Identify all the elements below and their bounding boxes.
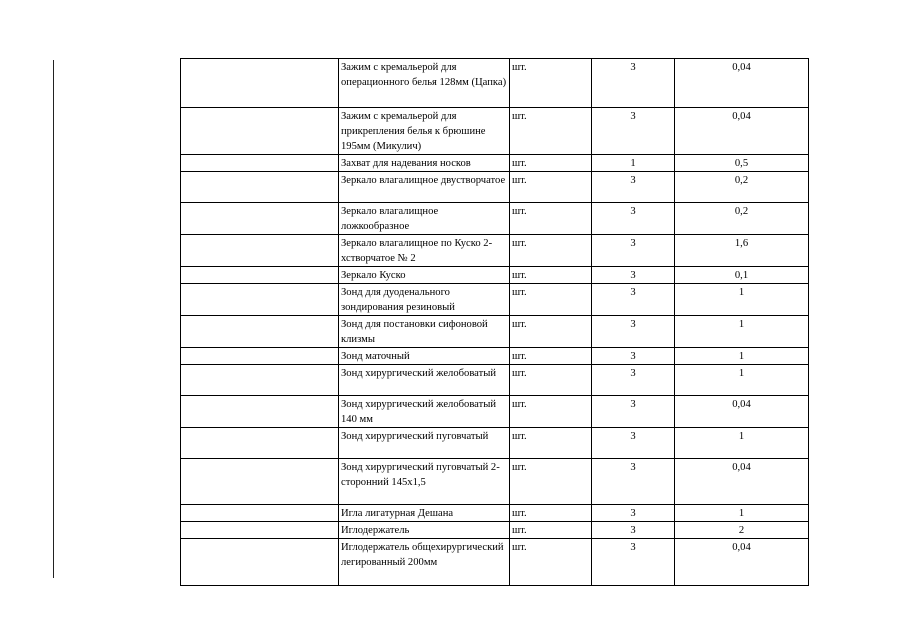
item-unit: шт.	[510, 459, 592, 505]
item-qty: 3	[592, 505, 675, 522]
item-name: Иглодержатель общехирургический легированный 200мм	[339, 539, 510, 586]
item-value: 0,04	[675, 459, 809, 505]
item-name: Зеркало влагалищное по Куско 2-хстворчатое № 2	[339, 235, 510, 267]
item-qty: 3	[592, 267, 675, 284]
item-qty: 3	[592, 522, 675, 539]
item-qty: 3	[592, 108, 675, 155]
blank-cell	[181, 59, 339, 108]
table-row	[181, 267, 809, 284]
item-qty: 3	[592, 539, 675, 586]
blank-cell	[181, 428, 339, 459]
blank-cell	[181, 505, 339, 522]
table-row	[181, 365, 809, 396]
table-row	[181, 396, 809, 428]
item-unit: шт.	[510, 108, 592, 155]
item-value: 1	[675, 428, 809, 459]
blank-cell	[181, 539, 339, 586]
table-row	[181, 316, 809, 348]
page-margin-line	[53, 60, 54, 578]
item-name: Зонд хирургический пуговчатый	[339, 428, 510, 459]
table-row	[181, 172, 809, 203]
blank-cell	[181, 172, 339, 203]
item-unit: шт.	[510, 539, 592, 586]
item-name: Зонд для постановки сифоновой клизмы	[339, 316, 510, 348]
item-value: 1,6	[675, 235, 809, 267]
item-name: Зонд хирургический желобоватый	[339, 365, 510, 396]
item-value: 0,1	[675, 267, 809, 284]
item-value: 1	[675, 316, 809, 348]
item-qty: 3	[592, 203, 675, 235]
item-name: Игла лигатурная Дешана	[339, 505, 510, 522]
blank-cell	[181, 316, 339, 348]
table-row	[181, 155, 809, 172]
blank-cell	[181, 203, 339, 235]
table-row	[181, 348, 809, 365]
item-unit: шт.	[510, 505, 592, 522]
item-unit: шт.	[510, 203, 592, 235]
item-value: 0,2	[675, 172, 809, 203]
item-name: Зонд хирургический желобоватый 140 мм	[339, 396, 510, 428]
blank-cell	[181, 348, 339, 365]
item-unit: шт.	[510, 267, 592, 284]
item-name: Зеркало влагалищное ложкообразное	[339, 203, 510, 235]
item-unit: шт.	[510, 396, 592, 428]
item-qty: 3	[592, 396, 675, 428]
item-name: Зеркало влагалищное двустворчатое	[339, 172, 510, 203]
table-row	[181, 284, 809, 316]
table-row	[181, 235, 809, 267]
item-name: Зажим с кремальерой для операционного белья 128мм (Цапка)	[339, 59, 510, 108]
blank-cell	[181, 155, 339, 172]
item-unit: шт.	[510, 348, 592, 365]
table-row	[181, 505, 809, 522]
item-value: 1	[675, 365, 809, 396]
blank-cell	[181, 522, 339, 539]
table-row	[181, 108, 809, 155]
item-unit: шт.	[510, 365, 592, 396]
item-value: 1	[675, 284, 809, 316]
item-unit: шт.	[510, 428, 592, 459]
item-qty: 3	[592, 348, 675, 365]
table-row	[181, 203, 809, 235]
item-unit: шт.	[510, 59, 592, 108]
item-name: Зеркало Куско	[339, 267, 510, 284]
item-value: 0,04	[675, 396, 809, 428]
item-qty: 3	[592, 235, 675, 267]
table-row	[181, 428, 809, 459]
item-value: 0,2	[675, 203, 809, 235]
blank-cell	[181, 365, 339, 396]
blank-cell	[181, 235, 339, 267]
item-qty: 3	[592, 365, 675, 396]
item-value: 1	[675, 348, 809, 365]
table-row	[181, 539, 809, 586]
item-value: 0,04	[675, 539, 809, 586]
table-row	[181, 522, 809, 539]
blank-cell	[181, 459, 339, 505]
item-unit: шт.	[510, 284, 592, 316]
item-name: Зажим с кремальерой для прикрепления белья к брюшине 195мм (Микулич)	[339, 108, 510, 155]
blank-cell	[181, 108, 339, 155]
item-qty: 3	[592, 284, 675, 316]
blank-cell	[181, 284, 339, 316]
equipment-table	[180, 58, 809, 586]
item-unit: шт.	[510, 155, 592, 172]
item-qty: 3	[592, 459, 675, 505]
item-name: Зонд для дуоденального зондирования резиновый	[339, 284, 510, 316]
item-value: 0,5	[675, 155, 809, 172]
item-value: 0,04	[675, 59, 809, 108]
blank-cell	[181, 396, 339, 428]
item-value: 1	[675, 505, 809, 522]
item-qty: 3	[592, 59, 675, 108]
table-row	[181, 459, 809, 505]
item-qty: 3	[592, 428, 675, 459]
item-qty: 1	[592, 155, 675, 172]
item-name: Иглодержатель	[339, 522, 510, 539]
item-qty: 3	[592, 172, 675, 203]
blank-cell	[181, 267, 339, 284]
item-name: Зонд маточный	[339, 348, 510, 365]
table-row	[181, 59, 809, 108]
item-unit: шт.	[510, 522, 592, 539]
item-value: 2	[675, 522, 809, 539]
item-value: 0,04	[675, 108, 809, 155]
item-unit: шт.	[510, 172, 592, 203]
item-qty: 3	[592, 316, 675, 348]
item-name: Зонд хирургический пуговчатый 2-сторонний 145х1,5	[339, 459, 510, 505]
item-name: Захват для надевания носков	[339, 155, 510, 172]
item-unit: шт.	[510, 316, 592, 348]
item-unit: шт.	[510, 235, 592, 267]
